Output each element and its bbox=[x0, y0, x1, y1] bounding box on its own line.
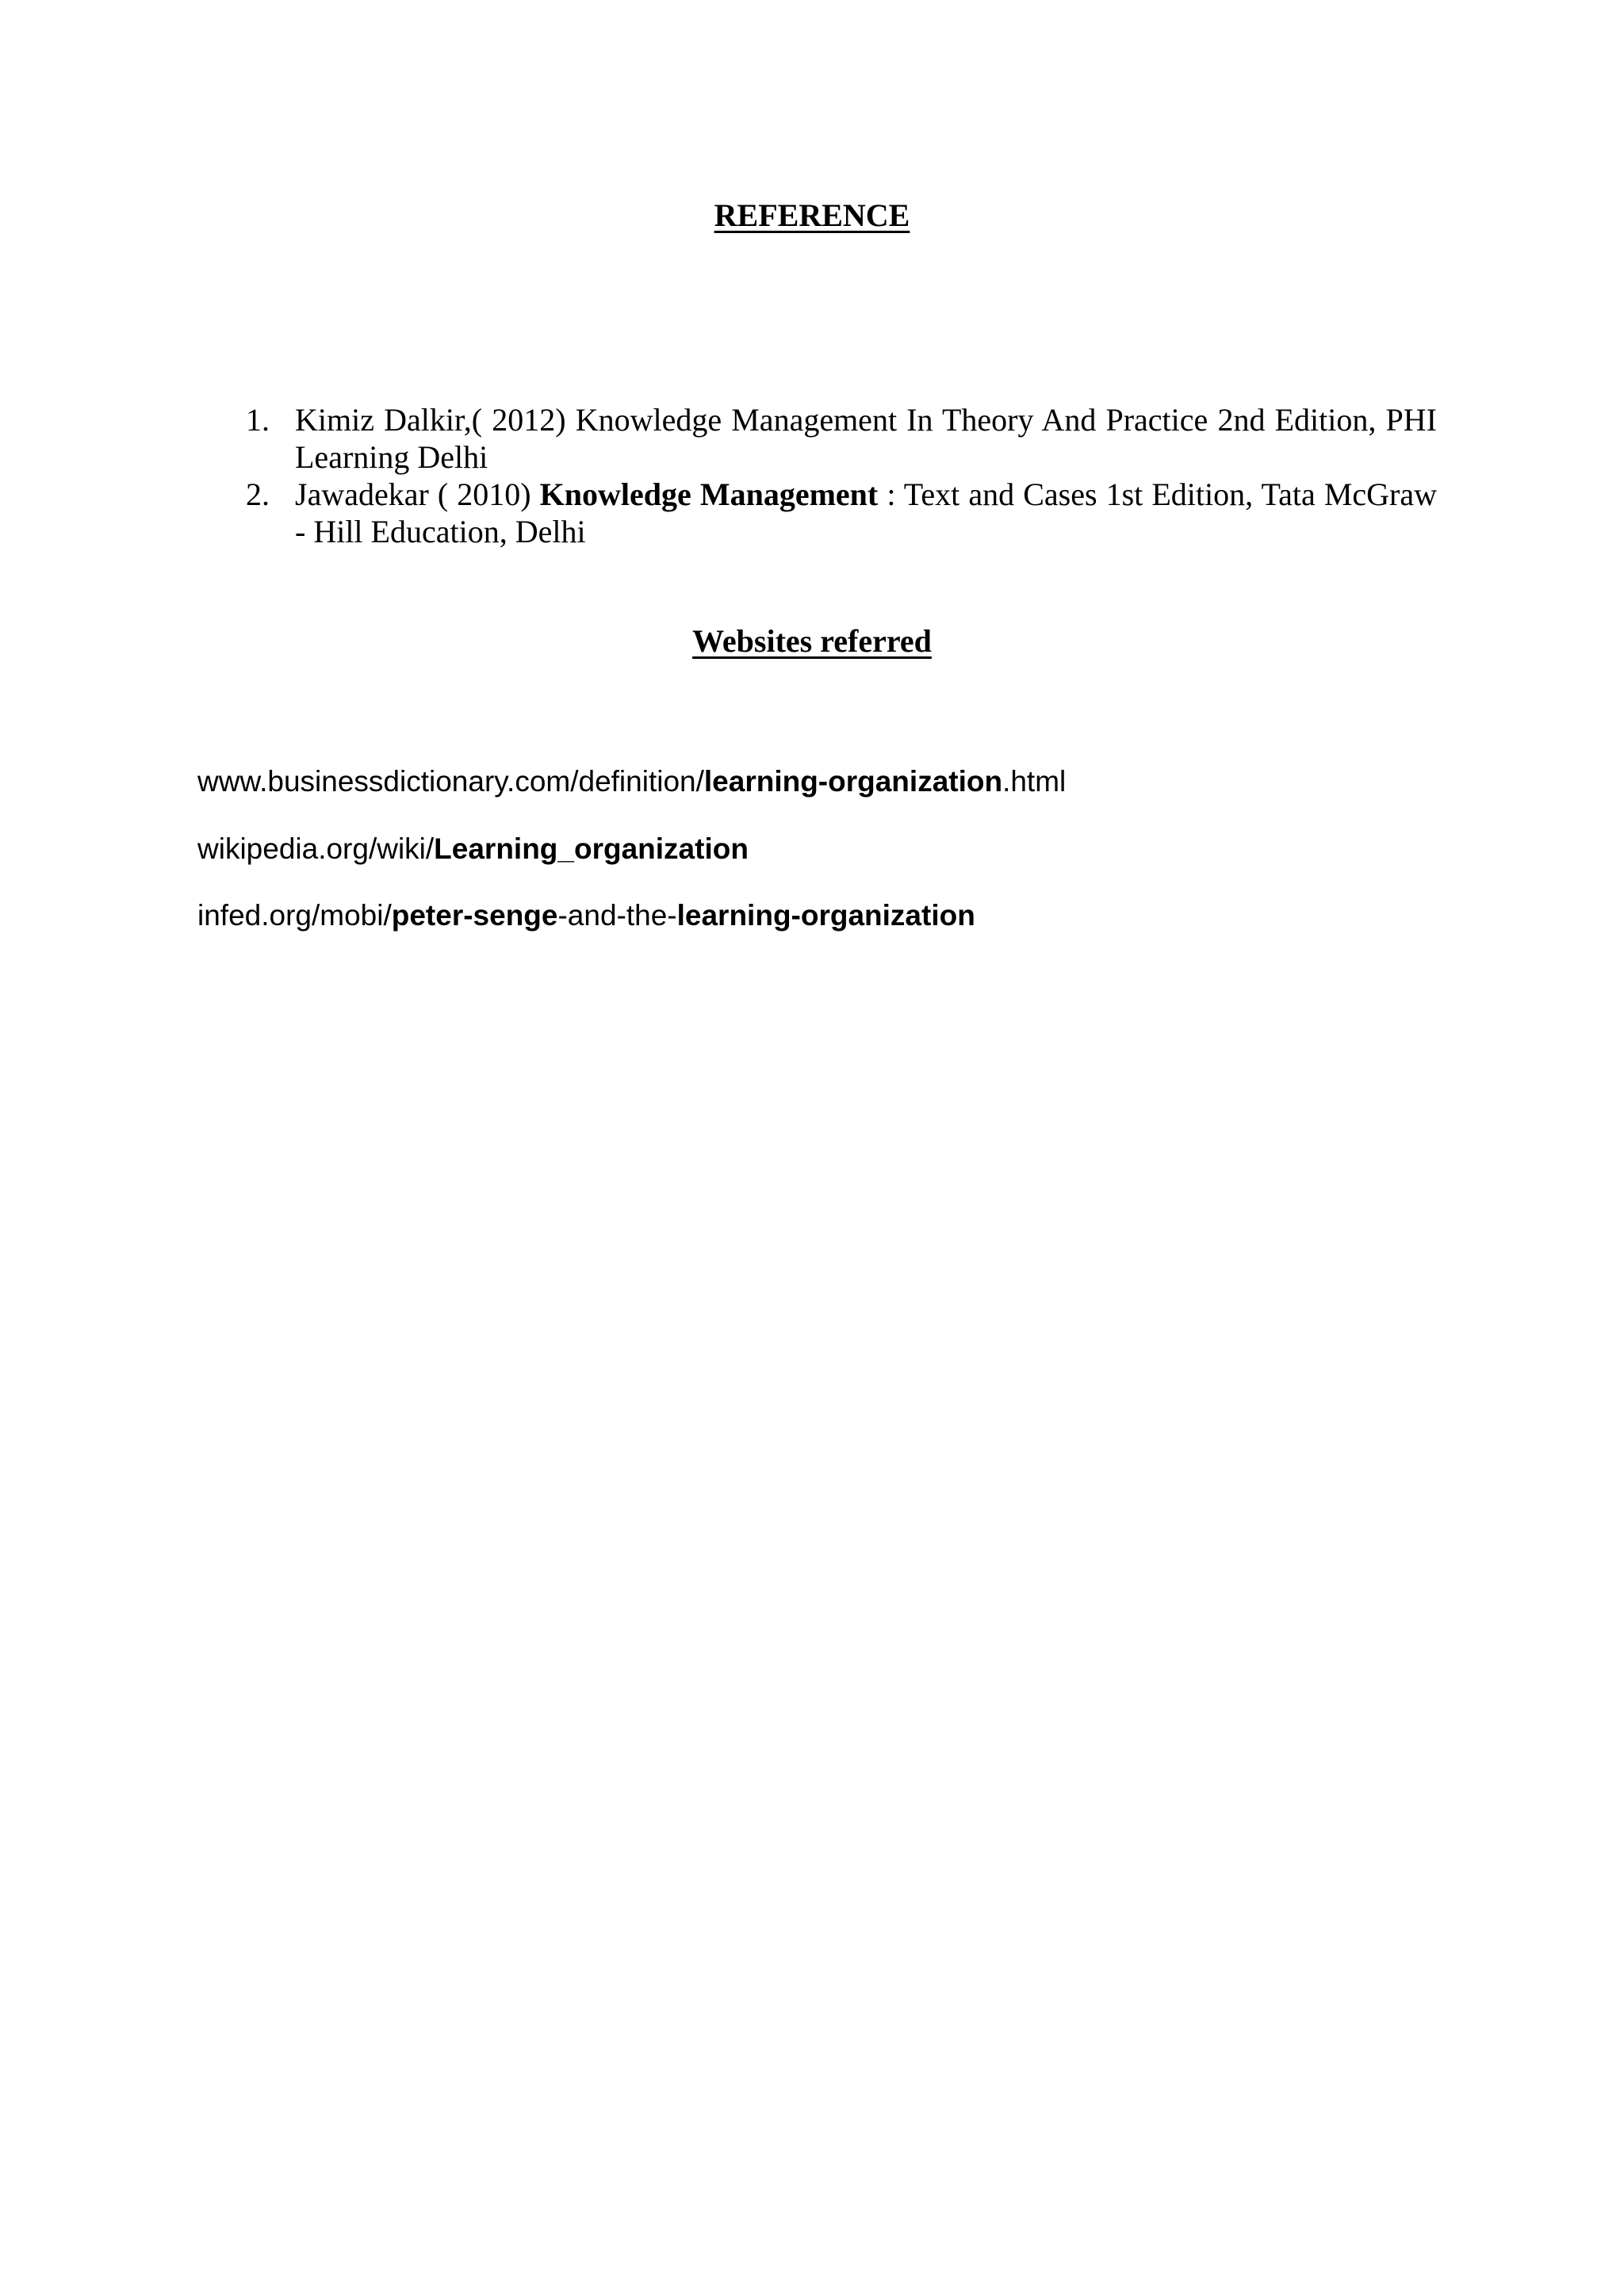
url-part-bold: peter-senge bbox=[391, 899, 558, 932]
url-part: -and-the- bbox=[557, 899, 677, 932]
reference-number: 1. bbox=[246, 402, 270, 438]
url-part: infed.org/mobi/ bbox=[197, 899, 392, 932]
reference-heading-text: REFERENCE bbox=[714, 197, 910, 233]
reference-list bbox=[238, 401, 1437, 550]
reference-number: 2. bbox=[246, 476, 270, 512]
url-part-bold: Learning_organization bbox=[434, 832, 749, 865]
websites-heading bbox=[0, 622, 1624, 660]
reference-text: Kimiz Dalkir,( 2012) Knowledge Management In Theory And Practice 2nd Edition, PHI Learning Delhi bbox=[295, 402, 1437, 475]
reference-title: Knowledge Management bbox=[539, 476, 879, 512]
website-link-wikipedia[interactable] bbox=[197, 832, 749, 867]
reference-item-1 bbox=[238, 401, 1437, 476]
reference-item-2 bbox=[238, 476, 1437, 550]
websites-heading-text: Websites referred bbox=[692, 623, 932, 659]
url-part: .html bbox=[1002, 765, 1067, 798]
reference-heading bbox=[0, 197, 1624, 235]
url-part-bold: learning-organization bbox=[676, 899, 975, 932]
url-part: wikipedia.org/wiki/ bbox=[197, 832, 435, 865]
website-link-businessdictionary[interactable] bbox=[197, 764, 1066, 799]
reference-details: : Text and Cases 1st Edition, Tata McGraw - Hill Education, Delhi bbox=[295, 476, 1437, 549]
url-part-bold: learning-organization bbox=[703, 765, 1003, 798]
website-link-infed[interactable] bbox=[197, 898, 975, 933]
url-part: www.businessdictionary.com/definition/ bbox=[197, 765, 704, 798]
reference-author: Jawadekar ( 2010) bbox=[295, 476, 540, 512]
